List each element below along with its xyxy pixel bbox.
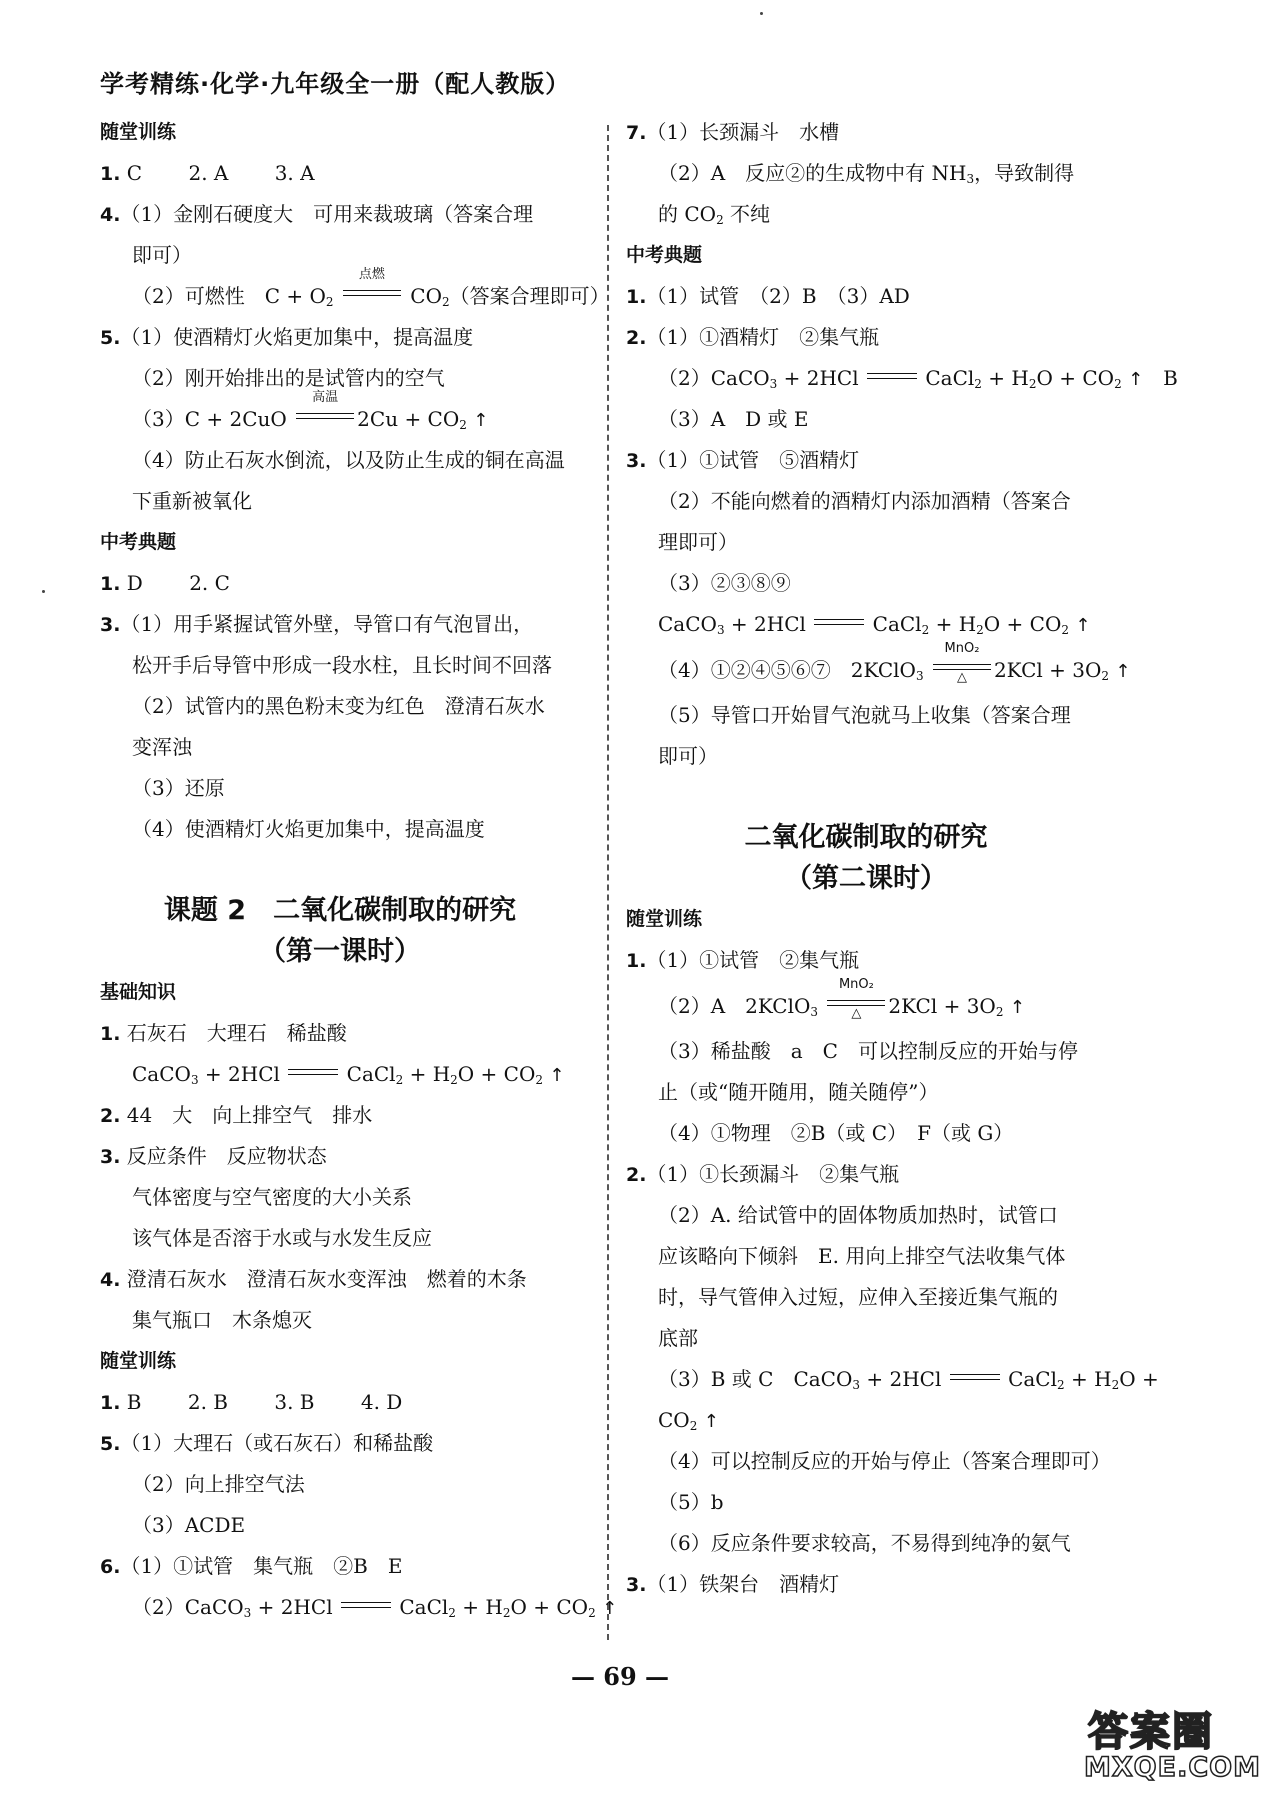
topic-subtitle: （第一课时） xyxy=(259,936,421,967)
gas-arrow-icon: ↑ xyxy=(473,410,489,431)
page-number: — 69 — xyxy=(570,1662,670,1691)
reaction-condition: MnO₂ △ xyxy=(933,657,991,679)
answer-line: 即可） xyxy=(658,744,718,768)
answer-line: 1.（1）①试管 ②集气瓶 xyxy=(626,948,860,972)
answer-line: 2.（1）①长颈漏斗 ②集气瓶 xyxy=(626,1162,900,1186)
equation-line: CaCO$_3$ + 2HCl CaCl$_2$ + $H_2O + CO_2$ ↑ xyxy=(132,1062,565,1087)
reaction-condition: 点燃 xyxy=(343,283,401,305)
section-heading: 基础知识 xyxy=(100,981,177,1003)
equation-line: （2）可燃性 $C + O_2$ 点燃 $CO_2$（答案合理即可） xyxy=(132,267,610,309)
answer-line: 4. 澄清石灰水 澄清石灰水变浑浊 燃着的木条 xyxy=(100,1267,527,1291)
answer-line: 的 $CO_2$ 不纯 xyxy=(658,202,771,227)
reaction-condition: 高温 xyxy=(296,406,354,428)
answer-line: 气体密度与空气密度的大小关系 xyxy=(132,1185,412,1209)
right-column xyxy=(626,112,1178,1605)
answer-line: （5）导管口开始冒气泡就马上收集（答案合理 xyxy=(658,703,1071,727)
section-heading: 中考典题 xyxy=(100,531,177,553)
answer-line: 3.（1）①试管 ⑤酒精灯 xyxy=(626,448,860,472)
left-column xyxy=(100,112,618,1628)
gas-arrow-icon: ↑ xyxy=(1128,369,1144,390)
equation-line: （2）CaCO$_3$ + 2HCl CaCl$_2$ + $H_2O + CO_2$ ↑ xyxy=(132,1595,618,1620)
answer-line: 4.（1）金刚石硬度大 可用来裁玻璃（答案合理 xyxy=(100,202,534,226)
answer-line: 1. B 2. B 3. B 4. D xyxy=(100,1390,403,1414)
gas-arrow-icon: ↑ xyxy=(549,1065,565,1086)
section-heading: 随堂训练 xyxy=(626,908,703,930)
answer-line: 应该略向下倾斜 E. 用向上排空气法收集气体 xyxy=(658,1244,1066,1268)
answer-line: 该气体是否溶于水或与水发生反应 xyxy=(132,1226,432,1250)
answer-line: 底部 xyxy=(658,1326,698,1350)
answer-line: 5.（1）使酒精灯火焰更加集中，提高温度 xyxy=(100,325,474,349)
equation-line: （3）B 或 C CaCO$_3$ + 2HCl CaCl$_2$ + $H_2O$ + xyxy=(658,1367,1159,1392)
scan-speck xyxy=(42,590,45,593)
equation-line: （2）A 2KClO$_3$ MnO₂ △ $2KCl + 3O_2$ ↑ xyxy=(658,977,1025,1021)
equals-sign xyxy=(814,613,864,633)
gas-arrow-icon: ↑ xyxy=(1009,997,1025,1018)
answer-line: （3）还原 xyxy=(132,776,225,800)
answer-line: （2）向上排空气法 xyxy=(132,1472,305,1496)
page-header: 学考精练·化学·九年级全一册（配人教版） xyxy=(100,70,571,98)
answer-line: （2）不能向燃着的酒精灯内添加酒精（答案合 xyxy=(658,489,1071,513)
answer-line: 7.（1）长颈漏斗 水槽 xyxy=(626,120,840,144)
topic-title: 课题 2 二氧化碳制取的研究 xyxy=(163,895,517,926)
answer-line: （4）防止石灰水倒流，以及防止生成的铜在高温 xyxy=(132,448,565,472)
gas-arrow-icon: ↑ xyxy=(1115,661,1131,682)
answer-line: （2）A 反应②的生成物中有 $NH_3$，导致制得 xyxy=(658,161,1075,186)
answer-line: （3）A D 或 E xyxy=(658,407,809,431)
equation-line: CaCO$_3$ + 2HCl CaCl$_2$ + $H_2O + CO_2$ ↑ xyxy=(658,612,1091,637)
answer-line: （4）使酒精灯火焰更加集中，提高温度 xyxy=(132,817,485,841)
answer-line: 集气瓶口 木条熄灭 xyxy=(132,1308,312,1332)
topic-title: 二氧化碳制取的研究 xyxy=(744,822,988,853)
answer-line: 6.（1）①试管 集气瓶 ②B E xyxy=(100,1554,403,1578)
answer-line: 即可） xyxy=(132,243,192,267)
watermark-logo: 答案圈 MXQE.COM xyxy=(1084,1709,1261,1783)
answer-line: 1. C 2. A 3. A xyxy=(100,161,315,185)
answer-line: 1.（1）试管 （2）B （3）AD xyxy=(626,284,910,308)
answer-line: （5）b xyxy=(658,1490,724,1514)
column-divider xyxy=(607,125,609,1640)
gas-arrow-icon: ↑ xyxy=(703,1411,719,1432)
answer-line: 5.（1）大理石（或石灰石）和稀盐酸 xyxy=(100,1431,434,1455)
section-heading: 随堂训练 xyxy=(100,121,177,143)
equation-line: （2）CaCO$_3$ + 2HCl CaCl$_2$ + $H_2O + CO_2$ ↑ B xyxy=(658,366,1178,391)
answer-line: （3）②③⑧⑨ xyxy=(658,571,791,595)
answer-line: 止（或“随开随用，随关随停”） xyxy=(658,1080,939,1104)
section-heading: 中考典题 xyxy=(626,244,703,266)
gas-arrow-icon: ↑ xyxy=(602,1598,618,1619)
answer-line: 松开手后导管中形成一段水柱，且长时间不回落 xyxy=(132,653,552,677)
equation-line: $CO_2$ ↑ xyxy=(658,1408,719,1433)
equals-sign xyxy=(867,367,917,387)
answer-line: 2. 44 大 向上排空气 排水 xyxy=(100,1103,373,1127)
answer-line: （4）①物理 ②B（或 C） F（或 G） xyxy=(658,1121,1014,1145)
answer-line: 2.（1）①酒精灯 ②集气瓶 xyxy=(626,325,880,349)
answer-line: 变浑浊 xyxy=(132,735,192,759)
answer-line: （2）A. 给试管中的固体物质加热时，试管口 xyxy=(658,1203,1058,1227)
answer-line: 时，导气管伸入过短，应伸入至接近集气瓶的 xyxy=(658,1285,1058,1309)
equals-sign xyxy=(341,1596,391,1616)
answer-line: （6）反应条件要求较高，不易得到纯净的氨气 xyxy=(658,1531,1071,1555)
equation-line: （4）①②④⑤⑥⑦ 2KClO$_3$ MnO₂ △ $2KCl + 3O_2$ ↑ xyxy=(658,641,1131,685)
answer-line: （2）刚开始排出的是试管内的空气 xyxy=(132,366,445,390)
answer-line: 下重新被氧化 xyxy=(132,489,252,513)
section-heading: 随堂训练 xyxy=(100,1350,177,1372)
equals-sign xyxy=(288,1063,338,1083)
answer-line: 1. D 2. C xyxy=(100,571,230,595)
reaction-condition: MnO₂ △ xyxy=(827,993,885,1015)
answer-line: （3）ACDE xyxy=(132,1513,246,1537)
answer-line: 3.（1）铁架台 酒精灯 xyxy=(626,1572,840,1596)
answer-line: 1. 石灰石 大理石 稀盐酸 xyxy=(100,1021,347,1045)
answer-line: 3. 反应条件 反应物状态 xyxy=(100,1144,327,1168)
equation-line: （3）C + 2CuO 高温 $2Cu + CO_2$ ↑ xyxy=(132,390,489,432)
answer-line: （4）可以控制反应的开始与停止（答案合理即可） xyxy=(658,1449,1111,1473)
answer-line: 理即可） xyxy=(658,530,738,554)
answer-line: （2）试管内的黑色粉末变为红色 澄清石灰水 xyxy=(132,694,545,718)
answer-line: （3）稀盐酸 a C 可以控制反应的开始与停 xyxy=(658,1039,1078,1063)
topic-subtitle: （第二课时） xyxy=(785,863,947,894)
scan-speck xyxy=(760,12,763,15)
gas-arrow-icon: ↑ xyxy=(1075,615,1091,636)
answer-line: 3.（1）用手紧握试管外壁，导管口有气泡冒出， xyxy=(100,612,534,636)
equals-sign xyxy=(950,1368,1000,1388)
